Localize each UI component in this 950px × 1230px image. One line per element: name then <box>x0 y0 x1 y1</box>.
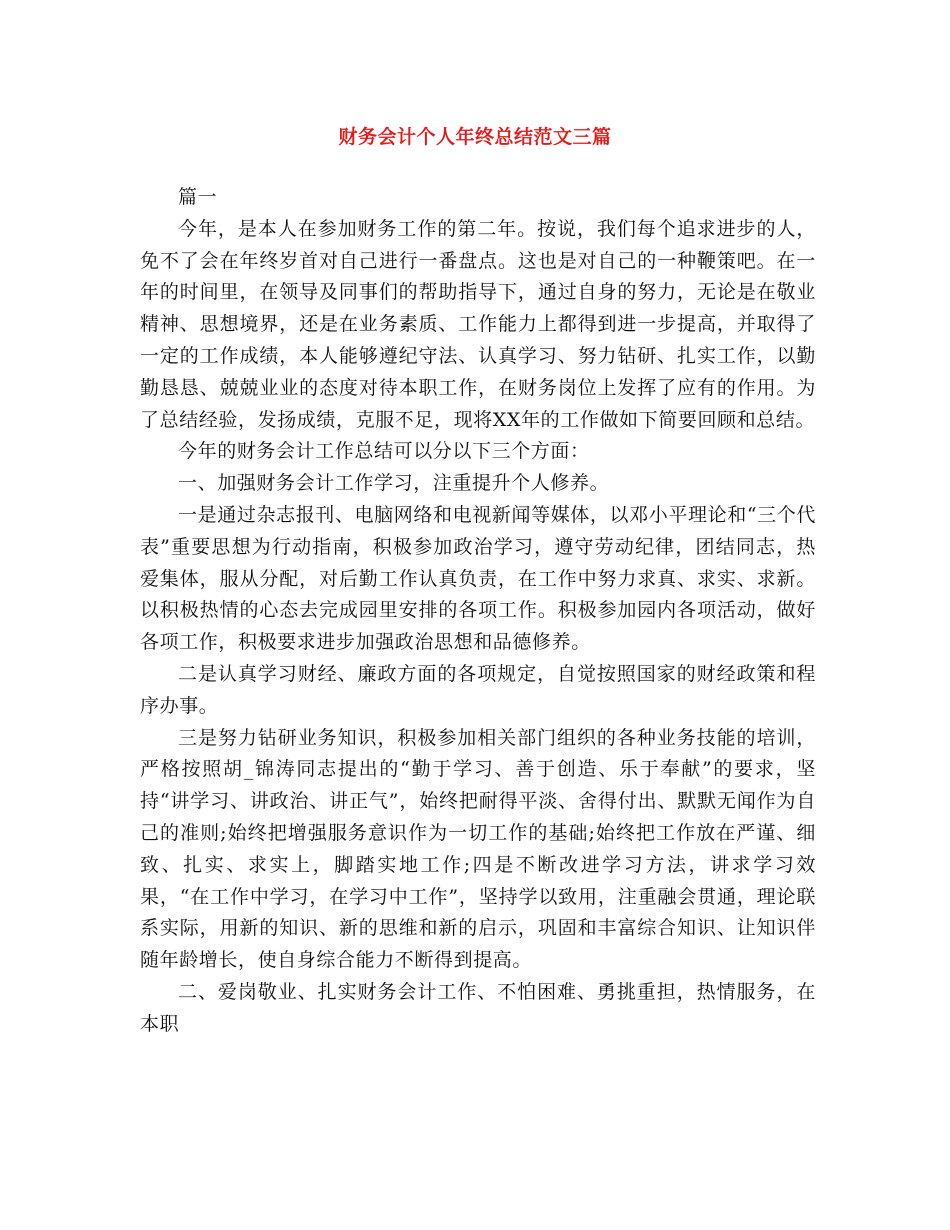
paragraph: 三是努力钻研业务知识，积极参加相关部门组织的各种业务技能的培训，严格按照胡_锦涛同志提出的“勤于学习、善于创造、乐于奉献”的要求，坚持“讲学习、讲政治、讲正气”，始终把耐得平淡、舍得付出、默默无闻作为自己的准则;始终把增强服务意识作为一切工作的基础;始终把工作放在严谨、细致、扎实、求实上，脚踏实地工作;四是不断改进学习方法，讲求学习效果，“在工作中学习，在学习中工作”，坚持学以致用，注重融会贯通，理论联系实际，用新的知识、新的思维和新的启示，巩固和丰富综合知识、让知识伴随年龄增长，使自身综合能力不断得到提高。 <box>140 726 816 972</box>
paragraph: 二是认真学习财经、廉政方面的各项规定，自觉按照国家的财经政策和程序办事。 <box>140 662 816 717</box>
section-heading: 二、爱岗敬业、扎实财务会计工作、不怕困难、勇挑重担，热情服务，在本职 <box>140 980 816 1035</box>
section-heading-part-one: 篇一 <box>178 186 218 208</box>
document-body <box>140 182 816 1041</box>
document-title: 财务会计个人年终总结范文三篇 <box>338 126 612 148</box>
paragraph: 今年的财务会计工作总结可以分以下三个方面： <box>178 440 590 463</box>
paragraph: 一是通过杂志报刊、电脑网络和电视新闻等媒体，以邓小平理论和“三个代表”重要思想为行动指南，积极参加政治学习，遵守劳动纪律，团结同志，热爱集体，服从分配，对后勤工作认真负责，在工作中努力求真、求实、求新。以积极热情的心态去完成园里安排的各项工作。积极参加园内各项活动，做好各项工作，积极要求进步加强政治思想和品德修养。 <box>140 503 816 654</box>
section-heading: 一、加强财务会计工作学习，注重提升个人修养。 <box>178 472 610 495</box>
paragraph: 今年，是本人在参加财务工作的第二年。按说，我们每个追求进步的人，免不了会在年终岁首对自己进行一番盘点。这也是对自己的一种鞭策吧。在一年的时间里，在领导及同事们的帮助指导下，通过自身的努力，无论是在敬业精神、思想境界，还是在业务素质、工作能力上都得到进一步提高，并取得了一定的工作成绩，本人能够遵纪守法、认真学习、努力钻研、扎实工作，以勤勤恳恳、兢兢业业的态度对待本职工作，在财务岗位上发挥了应有的作用。为了总结经验，发扬成绩，克服不足，现将XX年的工作做如下简要回顾和总结。 <box>140 217 816 431</box>
